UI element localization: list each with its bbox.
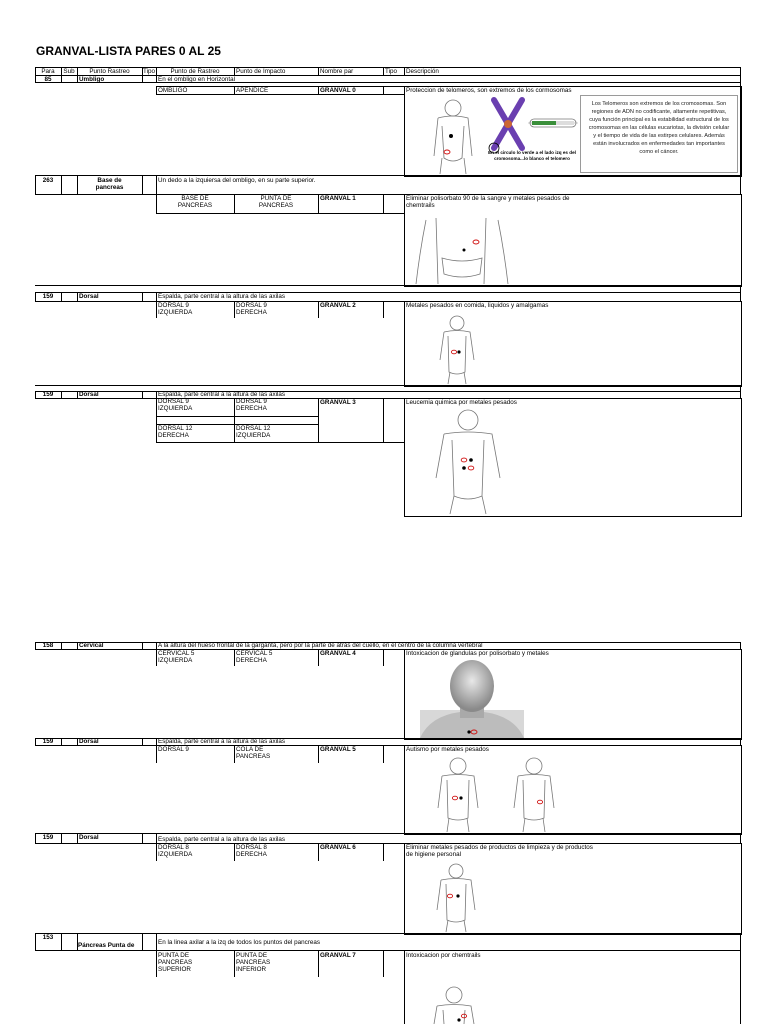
row2-para: 159 (42, 293, 54, 300)
row0-nombre: GRANVAL 0 (320, 87, 356, 94)
black-marker (457, 1018, 460, 1021)
header-sub: Sub (63, 68, 75, 75)
red-marker (444, 150, 450, 154)
row5-descripcion: Autismo por metales pesados (406, 746, 489, 753)
header-tipo-2: Tipo (385, 68, 398, 75)
head-neck-figure (420, 660, 524, 738)
header-tipo: Tipo (142, 68, 155, 75)
row5-rastreo: DORSAL 9 (158, 746, 189, 753)
telomere-info-box: Los Telomeros son extremos de los cromosomas. Son regiones de ADN no codificante, altamente repetitivas, cuya función principal es la estabilidad estructural de los cromosomas en las células eucariotas, la división celular y el tiempo de vida de las estirpes celulares. Además están involucrados en enfermedades tan importantes como el cáncer. (580, 95, 738, 173)
torso-figure (406, 210, 518, 284)
row4-impacto: CERVICAL 5 DERECHA (236, 650, 273, 664)
header-punto-rastreo: Punto Rastreo (89, 68, 130, 75)
header-para: Para (41, 68, 55, 75)
row4-punto: Cervical (79, 642, 104, 649)
back-figure (420, 406, 516, 514)
row6-rastreo: DORSAL 8 IZQUIERDA (158, 844, 193, 858)
page-title: GRANVAL-LISTA PARES 0 AL 25 (36, 44, 221, 58)
row2-descripcion: Metales pesados en comida, liquidos y amalgamas (406, 302, 549, 309)
row2-punto: Dorsal (79, 293, 99, 300)
row0-rastreo: OMBLIGO (158, 87, 188, 94)
row1-location: Un dedo a la izquiersa del ombligo, en su parte superior. (158, 177, 316, 184)
row2-nombre: GRANVAL 2 (320, 302, 356, 309)
row5-nombre: GRANVAL 5 (320, 746, 356, 753)
row7-para: 153 (42, 934, 54, 941)
row4-rastreo: CERVICAL 5 IZQUIERDA (158, 650, 195, 664)
row3-rastreo: DORSAL 9 IZQUIERDA (158, 398, 193, 412)
row6-nombre: GRANVAL 6 (320, 844, 356, 851)
row2-impacto: DORSAL 9 DERECHA (236, 302, 267, 316)
row7-impacto: PUNTA DE PANCREAS INFERIOR (236, 952, 271, 973)
row7-punto: Páncreas Punta de (78, 942, 135, 949)
red-marker (447, 894, 452, 898)
row0-location: En el ombligo en Horizontal (158, 76, 236, 83)
header-punto-de-rastreo: Punto de Rastreo (170, 68, 220, 75)
telomere-zoom-icon (528, 116, 578, 130)
row3-rastreo-b: DORSAL 12 DERECHA (158, 425, 193, 439)
red-marker (473, 240, 479, 244)
row3-para: 159 (42, 391, 54, 398)
header-nombre-par: Nombre par (320, 68, 354, 75)
row7-rastreo: PUNTA DE PANCREAS SUPERIOR (158, 952, 193, 973)
row5-punto: Dorsal (79, 738, 99, 745)
row7-descripcion: Intoxicacion por chemtrails (406, 952, 481, 959)
black-marker (462, 466, 466, 470)
row6-punto: Dorsal (79, 834, 99, 841)
red-marker (537, 800, 542, 804)
row6-para: 159 (42, 834, 54, 841)
row0-impacto: APENDICE (236, 87, 269, 94)
front-figure (424, 986, 484, 1024)
back-figure (432, 314, 482, 384)
row6-descripcion: Eliminar metales pesados de productos de limpieza y de productos de higiene personal (406, 844, 593, 858)
row1-para: 263 (42, 177, 54, 184)
row3-nombre: GRANVAL 3 (320, 399, 356, 406)
back-figure (428, 862, 484, 932)
row4-descripcion: Intoxicacion de glandulas por polisorbato y metales (406, 650, 549, 657)
red-marker (461, 1014, 466, 1018)
row3-impacto: DORSAL 9 DERECHA (236, 398, 267, 412)
body-front-figure (418, 96, 488, 176)
red-marker (461, 458, 467, 462)
red-marker (468, 466, 474, 470)
row5-para: 159 (42, 738, 54, 745)
header-punto-impacto: Punto de Impacto (236, 68, 286, 75)
row5-impacto: COLA DE PANCREAS (236, 746, 271, 760)
red-marker (451, 350, 456, 354)
red-marker (452, 796, 457, 800)
row0-caption: En el circulo lo verde a el lado izq es del cromosoma...lo blanco el telomero (488, 150, 576, 161)
chromosome-icon (488, 98, 528, 150)
row1-nombre: GRANVAL 1 (320, 195, 356, 202)
row4-nombre: GRANVAL 4 (320, 650, 356, 657)
row5-location: Espalda, parte central a la altura de las axilas (158, 738, 286, 745)
row3-location: Espalda, parte central a la altura de las axilas (158, 391, 286, 398)
row4-location: A la altura del hueso frontal de la garganta, pero por la parte de atrás del cuello, en el centro de la columna vertebral (158, 642, 483, 649)
front-figure (504, 756, 564, 832)
row7-location: En la linea axilar a la izq de todos los puntos del pancreas (158, 939, 321, 946)
row7-nombre: GRANVAL 7 (320, 952, 356, 959)
black-marker (456, 894, 459, 897)
row0-punto: Umbligo (79, 76, 105, 83)
row3-impacto-b: DORSAL 12 IZQUIERDA (236, 425, 271, 439)
row6-location: Espalda, parte central a la altura de las axilas (158, 836, 286, 843)
row1-punto: Base de pancreas (95, 177, 124, 191)
black-marker (469, 458, 473, 462)
black-marker (457, 350, 460, 353)
black-marker (459, 796, 462, 799)
row0-descripcion: Proteccion de telomeros, son extremos de los cormosomas (406, 87, 572, 94)
row6-impacto: DORSAL 8 DERECHA (236, 844, 267, 858)
black-marker (467, 730, 470, 733)
row4-para: 158 (42, 642, 54, 649)
black-marker (463, 249, 466, 252)
header-descripcion: Descripción (406, 68, 439, 75)
row2-location: Espalda, parte central a la altura de las axilas (158, 293, 286, 300)
black-marker (449, 134, 453, 138)
back-figure (428, 756, 488, 832)
row1-descripcion: Eliminar polisorbato 90 de la sangre y metales pesados de chemtrails (406, 195, 570, 209)
row0-para: 85 (44, 76, 52, 83)
row3-descripcion: Leucemia quimica por metales pesados (406, 399, 517, 406)
row1-impacto: PUNTA DE PANCREAS (258, 195, 294, 209)
row2-rastreo: DORSAL 9 IZQUIERDA (158, 302, 193, 316)
row1-rastreo: BASE DE PANCREAS (177, 195, 213, 209)
row3-punto: Dorsal (79, 391, 99, 398)
